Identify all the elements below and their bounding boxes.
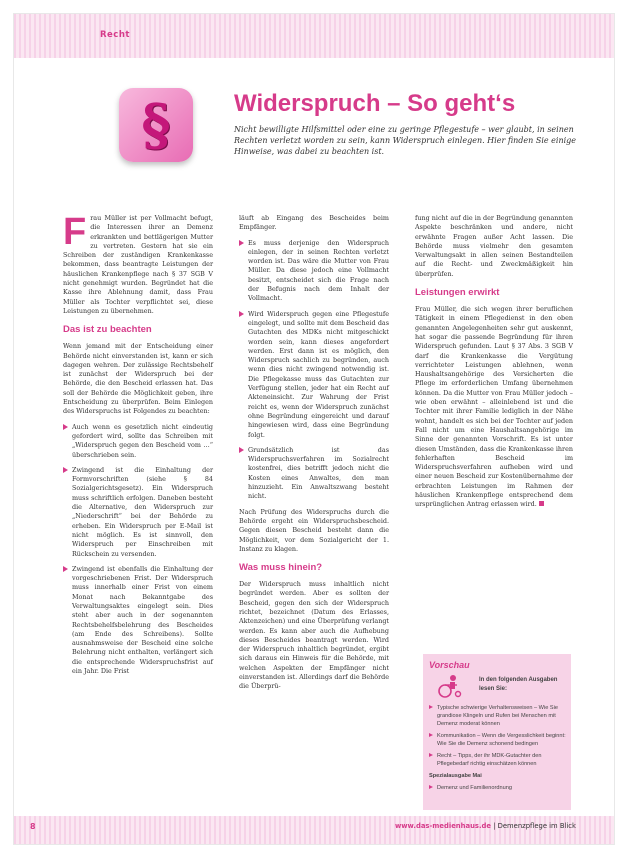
bullet-list bbox=[239, 239, 389, 502]
article-title: Widerspruch – So geht‘s bbox=[234, 90, 516, 117]
list-item: Grundsätzlich ist das Widerspruchsverfahren im Sozialrecht kostenfrei, dies betrifft jedoch nicht die Kosten eines Anwaltes, den man hinzuzieht. Ein Anwaltszwang besteht nicht. bbox=[239, 446, 389, 502]
section-label: Recht bbox=[100, 30, 130, 40]
column-1 bbox=[63, 211, 213, 682]
preview-title: Vorschau bbox=[429, 660, 470, 670]
preview-intro: In den folgenden Ausgaben lesen Sie: bbox=[479, 677, 558, 692]
paragraph-icon: § bbox=[141, 92, 171, 158]
list-item: Auch wenn es gesetzlich nicht eindeutig gefordert wird, sollte das Schreiben mit „Widerspruch gegen den Bescheid vom …“ überschrieben sein. bbox=[63, 423, 213, 460]
bullet-list bbox=[63, 423, 213, 677]
bullet-triangle-icon bbox=[429, 733, 433, 737]
body-paragraph: Der Widerspruch muss inhaltlich nicht begründet werden. Aber es sollten der Bescheid, gegen den sich der Widerspruch richtet, bezeichnet (Datum des Erlasses, Aktenzeichen) und eine Überprüfung verlangt werden. Es kann aber auch die Aufhebung dieses Bescheides beantragt werden. Wird der Widerspruch inhaltlich begründet, ergibt sich daraus ein Hinweis für die Behörde, mit welchen Aspekten der Empfänger nicht einverstanden ist. Allerdings darf die Behörde die Überprü- bbox=[239, 580, 389, 691]
preview-box bbox=[423, 654, 571, 810]
footer-credit: www.das-medienhaus.de | Demenzpflege im Blick bbox=[395, 822, 576, 830]
column-3 bbox=[415, 214, 573, 516]
drop-cap: F bbox=[63, 211, 87, 253]
bullet-triangle-icon bbox=[239, 311, 244, 317]
footer-strip bbox=[14, 816, 614, 844]
end-mark-icon bbox=[539, 501, 544, 506]
footer-magazine-name: Demenzpflege im Blick bbox=[497, 822, 576, 830]
preview-item: Typische schwierige Verhaltensweisen – Wie Sie grandiose Klingeln und Rufen bei Menschen mit Demenz moderat können bbox=[429, 704, 567, 728]
intro-paragraph: Frau Müller ist per Vollmacht befugt, die Interessen ihrer an Demenz erkrankten und bettlägerigen Mutter zu vertreten. Gestern hat sie ein Schreiben der zuständigen Krankenkasse bekommen, dass beantragte Leistungen der häuslichen Krankenpflege nach § 37 SGB V nicht genehmigt wurden. Begründet hat die Kasse ihre Ablehnung damit, dass Frau Müller als Tochter verpflichtet sei, diese Leistungen zu übernehmen. bbox=[63, 211, 213, 315]
bullet-triangle-icon bbox=[63, 566, 68, 572]
column-2 bbox=[239, 214, 389, 698]
heading-was-muss-hinein: Was muss hinein? bbox=[239, 562, 323, 574]
bullet-triangle-icon bbox=[429, 753, 433, 757]
article-lead: Nicht bewilligte Hilfsmittel oder eine zu geringe Pflegestufe – wer glaubt, in seinen Rechten verletzt worden zu sein, kann Widerspruch einlegen. Hier finden Sie einige Hinweise, was dabei zu beachten ist. bbox=[234, 125, 577, 156]
page-number: 8 bbox=[30, 822, 36, 831]
bullet-triangle-icon bbox=[239, 240, 244, 246]
footer-website-link[interactable]: www.das-medienhaus.de bbox=[395, 822, 492, 830]
list-item: Es muss derjenige den Widerspruch einlegen, der in seinen Rechten verletzt worden ist. Das wäre die Mutter von Frau Müller. Da diese jedoch eine Vollmacht besitzt, entscheidet sich die Frage nach der Befugnis nach dem Inhalt der Vollmacht. bbox=[239, 239, 389, 304]
preview-list bbox=[429, 704, 567, 796]
body-paragraph: läuft ab Eingang des Bescheides beim Empfänger. bbox=[239, 214, 389, 232]
body-paragraph: fung nicht auf die in der Begründung genannten Aspekte beschränken und andere, nicht erwähnte Fragen außer Acht lassen. Die Behörde muss vielmehr den gesamten Verwaltungsakt in allen seinen Bestandteilen auf die Recht- und Zweckmäßigkeit hin überprüfen. bbox=[415, 214, 573, 278]
list-item: Zwingend ist ebenfalls die Einhaltung der vorgeschriebenen Frist. Der Widerspruch muss innerhalb einer Frist von einem Monat nach Bekanntgabe des Verwaltungsaktes eingelegt sein. Dies steht aber auch in der sogenannten Rechtsbehelfsbelehrung des Bescheides (am Ende des Schreibens). Sollte ausnahmsweise der Bescheid eine solche Belehrung nicht enthalten, verlängert sich die entsprechende Widerspruchsfrist auf ein Jahr. Die Frist bbox=[63, 565, 213, 677]
bullet-triangle-icon bbox=[63, 424, 68, 430]
heading-das-ist-zu-beachten: Das ist zu beachten bbox=[63, 324, 152, 336]
list-item: Wird Widerspruch gegen eine Pflegestufe eingelegt, und sollte mit dem Bescheid das Gutachten des MDKs nicht mitgeschickt worden sein, kann dieses angefordert werden. Erst dann ist es möglich, den Widerspruch sachlich zu begründen, auch wenn dies nicht zwingend notwendig ist. Die Pflegekasse muss das Gutachten zur Verfügung stellen, jeder hat ein Recht auf Akteneinsicht. Zur Wahrung der Frist reicht es, wenn der Widerspruch zunächst ohne Begründung eingereicht und darauf hingewiesen wird, dass eine Begründung folgt. bbox=[239, 310, 389, 440]
paragraph-logo bbox=[119, 88, 193, 162]
magazine-page bbox=[14, 14, 614, 844]
preview-subheading: Spezialausgabe Mai bbox=[429, 773, 482, 779]
wheelchair-icon bbox=[433, 674, 463, 698]
preview-item: Demenz und Familienordnung bbox=[429, 784, 567, 792]
bullet-triangle-icon bbox=[429, 785, 433, 789]
body-paragraph: Wenn jemand mit der Entscheidung einer Behörde nicht einverstanden ist, kann er sich dagegen wehren. Der zulässige Rechtsbehelf ist zunächst der Widerspruch bei der Behörde, die den Bescheid erlassen hat. Das soll der Behörde die Möglichkeit geben, ihre Entscheidung zu überprüfen. Beim Einlegen des Widerspruchs ist Folgendes zu beachten: bbox=[63, 342, 213, 416]
preview-item: Kommunikation – Wenn die Vergesslichkeit beginnt: Wie Sie die Demenz schonend bedingen bbox=[429, 732, 567, 748]
bullet-triangle-icon bbox=[63, 467, 68, 473]
body-paragraph: Frau Müller, die sich wegen ihrer beruflichen Tätigkeit in einem Pflegedienst in den oben genannten Angelegenheiten sehr gut auskennt, hat sogar die passende Begründung für ihren Widerspruch gefunden. Laut § 37 Abs. 3 SGB V darf die Krankenkasse die Vergütung verrichteter Leistungen ablehnen, wenn Haushaltsangehörige des Versicherten die Pflege im erforderlichen Umfang übernehmen können. Da die Mutter von Frau Müller jedoch – wie oben erwähnt – alleinlebend ist und die Tochter mit ihrer Familie lediglich in der Nähe wohnt, handelt es sich bei der Tochter auf jeden Fall nicht um eine Haushaltsangehörige im Sinne der genannten Vorschrift. Es ist unter diesen Umständen, dass die Krankenkasse ihren fehlerhaften Bescheid im Widerspruchsverfahren aufheben wird und einer neuen Bescheid zur Kostenübernahme der erbrachten Leistungen im Rahmen der häuslichen Krankenpflege entsprechend dem ursprünglichen Antrag erlassen wird. bbox=[415, 305, 573, 509]
list-item: Zwingend ist die Einhaltung der Formvorschriften (siehe § 84 Sozialgerichtsgesetz). Ein Widerspruch muss schriftlich erfolgen. Daneben besteht die Alternative, den Widerspruch zur „Niederschrift“ bei der Behörde zu erheben. Ein Widerspruch per E-Mail ist nicht möglich. Es ist sinnvoll, den Widerspruch per Einschreiben mit Rückschein zu versenden. bbox=[63, 466, 213, 559]
heading-leistungen-erwirkt: Leistungen erwirkt bbox=[415, 287, 500, 299]
body-paragraph: Nach Prüfung des Widerspruchs durch die Behörde ergeht ein Widerspruchsbescheid. Gegen diesen Bescheid besteht dann die Möglichkeit, vor dem Sozialgericht der 1. Instanz zu klagen. bbox=[239, 507, 389, 553]
bullet-triangle-icon bbox=[429, 705, 433, 709]
bullet-triangle-icon bbox=[239, 447, 244, 453]
preview-item: Recht – Tipps, der ihr MDK-Gutachter den Pflegebedarf richtig einschätzen können bbox=[429, 752, 567, 768]
